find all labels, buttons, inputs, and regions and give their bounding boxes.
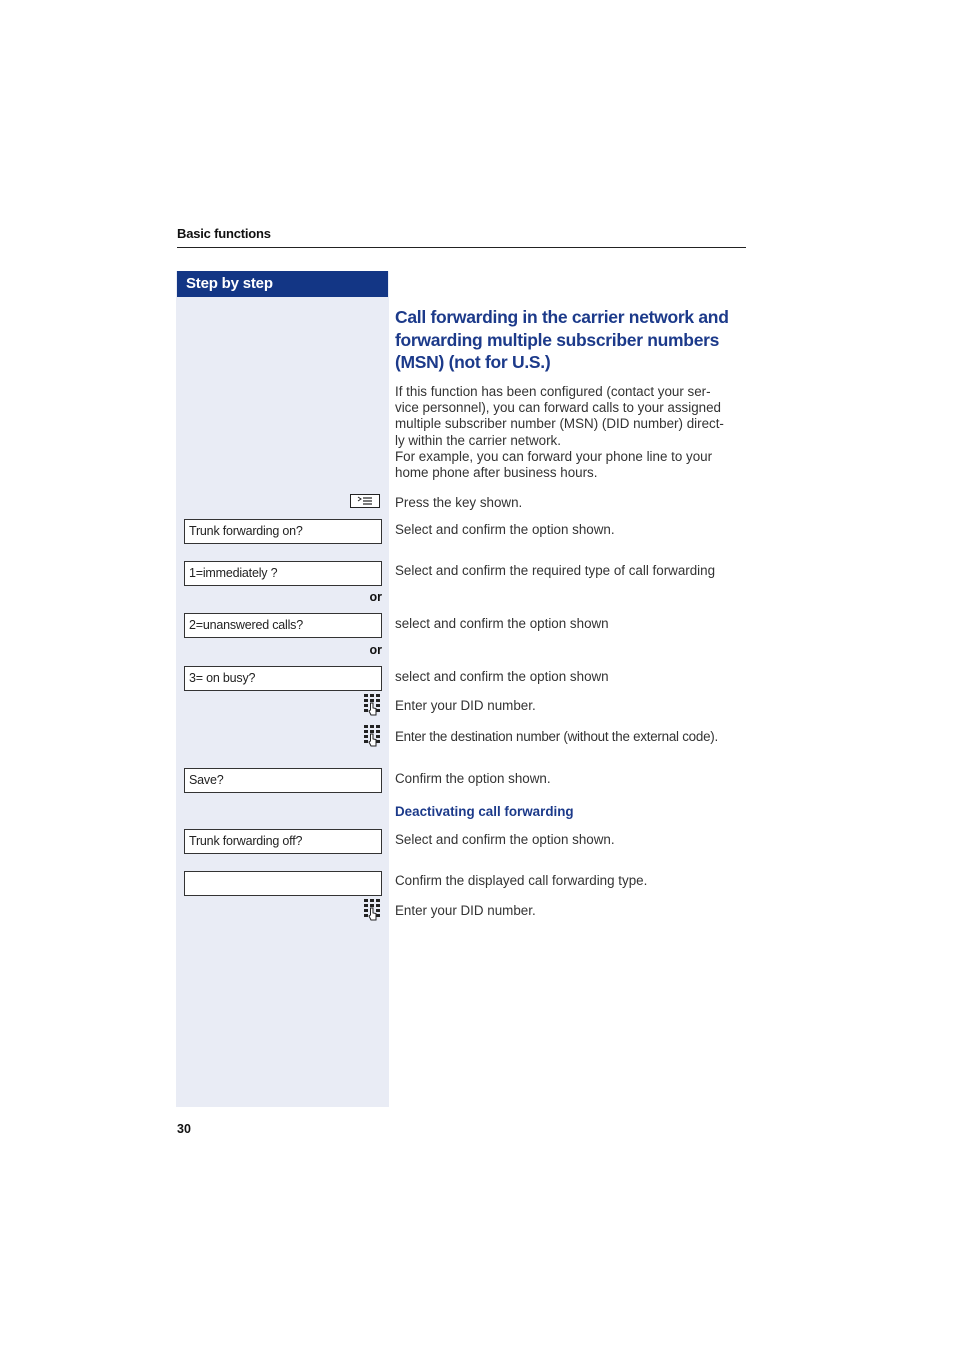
step-select-busy: select and confirm the option shown [395, 669, 609, 684]
or-label: or [369, 590, 382, 604]
keypad-icon [362, 898, 382, 922]
keypad-icon [362, 724, 382, 748]
step-confirm-save: Confirm the option shown. [395, 771, 551, 786]
menu-key-icon [350, 494, 380, 508]
intro-line: home phone after business hours. [395, 465, 598, 481]
intro-line: vice personnel), you can forward calls to your assigned [395, 400, 722, 416]
deactivate-heading: Deactivating call forwarding [395, 804, 574, 819]
step-select-type: Select and confirm the required type of call forwarding [395, 563, 716, 578]
step-enter-did-2: Enter your DID number. [395, 903, 536, 918]
display-trunk-forwarding-on[interactable]: Trunk forwarding on? [184, 519, 382, 544]
page-title: Call forwarding in the carrier network and forwarding multiple subscriber numbers (MSN) (not for U.S.) [395, 307, 729, 372]
header-divider [177, 247, 746, 248]
step-press-key: Press the key shown. [395, 495, 523, 510]
step-confirm-type: Confirm the displayed call forwarding type. [395, 873, 648, 888]
display-forwarding-type[interactable] [184, 871, 382, 896]
step-select-unanswered: select and confirm the option shown [395, 616, 609, 631]
or-label: or [369, 643, 382, 657]
intro-line: For example, you can forward your phone line to your [395, 448, 713, 464]
step-enter-destination: Enter the destination number (without the external code). [395, 729, 718, 744]
display-save[interactable]: Save? [184, 768, 382, 793]
step-enter-did: Enter your DID number. [395, 698, 536, 713]
intro-line: ly within the carrier network. [395, 432, 561, 448]
display-immediately[interactable]: 1=immediately ? [184, 561, 382, 586]
keypad-icon [362, 693, 382, 717]
step-by-step-banner: Step by step [177, 271, 388, 297]
display-on-busy[interactable]: 3= on busy? [184, 666, 382, 691]
step-select-trunk-off: Select and confirm the option shown. [395, 832, 615, 847]
intro-paragraph [395, 384, 747, 481]
intro-line: multiple subscriber number (MSN) (DID number) direct- [395, 416, 724, 432]
display-unanswered-calls[interactable]: 2=unanswered calls? [184, 613, 382, 638]
section-header: Basic functions [177, 226, 271, 241]
display-trunk-forwarding-off[interactable]: Trunk forwarding off? [184, 829, 382, 854]
intro-line: If this function has been configured (contact your ser- [395, 384, 711, 399]
page-number: 30 [177, 1122, 191, 1136]
step-select-trunk-on: Select and confirm the option shown. [395, 522, 615, 537]
